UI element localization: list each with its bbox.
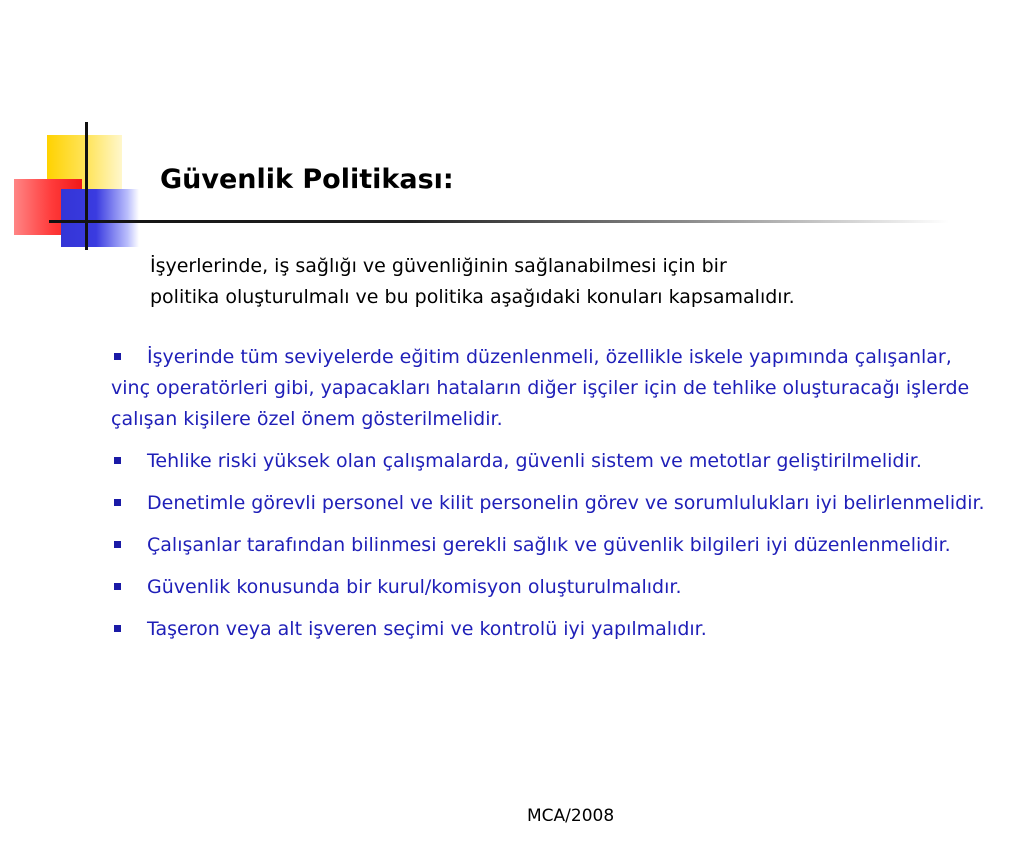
intro-line: politika oluşturulmalı ve bu politika aşağıdaki konuları kapsamalıdır.	[150, 286, 795, 308]
bullet-item	[111, 530, 991, 561]
bullet-text: Denetimle görevli personel ve kilit personelin görev ve sorumlulukları iyi belirlenmelidir.	[147, 492, 985, 514]
intro-paragraph	[150, 251, 940, 313]
title-underline	[49, 220, 949, 223]
square-bullet-icon	[114, 499, 121, 506]
square-bullet-icon	[114, 353, 121, 360]
square-bullet-icon	[114, 541, 121, 548]
vertical-rule	[85, 122, 88, 250]
blue-square	[61, 189, 139, 247]
bullet-item	[111, 572, 991, 603]
bullet-text: Tehlike riski yüksek olan çalışmalarda, güvenli sistem ve metotlar geliştirilmelidir.	[147, 450, 922, 472]
square-bullet-icon	[114, 457, 121, 464]
footer-text: MCA/2008	[527, 806, 615, 826]
bullet-item	[111, 614, 991, 645]
bullet-item	[111, 488, 991, 519]
bullet-item	[111, 446, 991, 477]
intro-line: İşyerlerinde, iş sağlığı ve güvenliğinin sağlanabilmesi için bir	[150, 255, 727, 277]
bullet-list	[111, 342, 991, 656]
slide-title: Güvenlik Politikası:	[160, 164, 454, 195]
bullet-text: Güvenlik konusunda bir kurul/komisyon oluşturulmalıdır.	[147, 576, 682, 598]
bullet-text: Çalışanlar tarafından bilinmesi gerekli sağlık ve güvenlik bilgileri iyi düzenlenmelidir.	[147, 534, 951, 556]
bullet-text: İşyerinde tüm seviyelerde eğitim düzenlenmeli, özellikle iskele yapımında çalışanlar, vinç operatörleri gibi, yapacakları hataların diğer işçiler için de tehlike oluşturacağı işlerde çalışan kişilere özel önem gösterilmelidir.	[111, 346, 970, 430]
square-bullet-icon	[114, 583, 121, 590]
bullet-item	[111, 342, 991, 435]
bullet-text: Taşeron veya alt işveren seçimi ve kontrolü iyi yapılmalıdır.	[147, 618, 707, 640]
square-bullet-icon	[114, 625, 121, 632]
